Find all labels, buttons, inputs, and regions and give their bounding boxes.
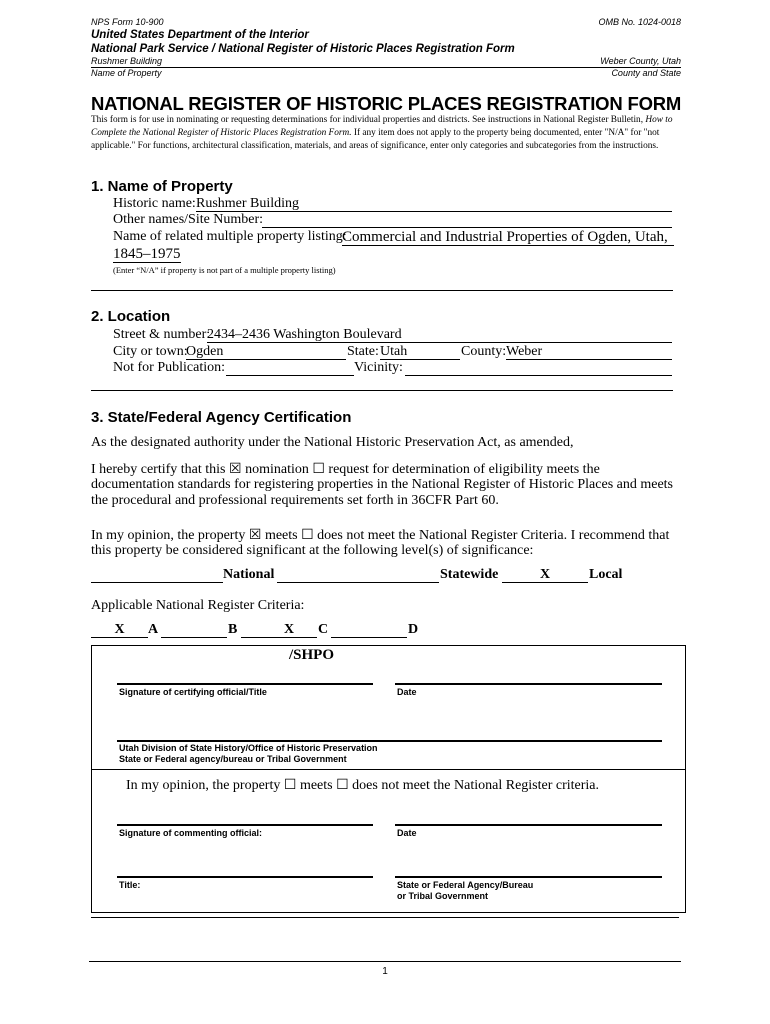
commenting-signature-label: Signature of commenting official:: [119, 828, 263, 838]
national-label: National: [223, 567, 275, 582]
form-title: NATIONAL REGISTER OF HISTORIC PLACES REGISTRATION FORM: [91, 93, 682, 114]
header-county-state-label: County and State: [611, 68, 681, 78]
vicinity-field[interactable]: [405, 360, 672, 376]
shpo-label: /SHPO: [289, 647, 335, 663]
criterion-b-blank[interactable]: [161, 622, 227, 638]
state-label: State:: [347, 344, 379, 359]
certify-line-1: I hereby certify that this ☒ nomination ☐ request for determination of eligibility meets the: [91, 462, 600, 477]
does-not-meet-checkbox[interactable]: ☐: [301, 528, 314, 543]
street-field[interactable]: 2434–2436 Washington Boulevard: [207, 327, 672, 343]
comment-does-not-meet-checkbox[interactable]: ☐: [336, 778, 349, 793]
authority-text: As the designated authority under the National Historic Preservation Act, as amended,: [91, 435, 574, 450]
county-label: County:: [461, 344, 507, 359]
box-bottom-divider: [91, 917, 679, 918]
service-title: National Park Service / National Register of Historic Places Registration Form: [91, 43, 515, 55]
intro-paragraph: This form is for use in nominating or requesting determinations for individual properties and districts. See instructions in National Register Bulletin, How to Complete the National Register of Historic Places Registration Form. If any item does not apply to the property being documented, enter "N/A" for "not applicable." For functions, architectural classification, materials, and areas of significance, enter only categories and subcategories from the instructions.: [91, 115, 673, 151]
comment-opinion-line: In my opinion, the property ☐ meets ☐ does not meet the National Register criteria.: [126, 778, 600, 793]
criteria-label: Applicable National Register Criteria:: [91, 598, 305, 613]
county-field[interactable]: Weber: [506, 344, 672, 360]
agency-bureau-line[interactable]: [395, 876, 662, 878]
agency-type-label: State or Federal agency/bureau or Tribal Government: [119, 754, 347, 764]
criterion-b-label: B: [228, 622, 238, 637]
header-property-name: Rushmer Building: [91, 56, 163, 66]
multiple-listing-note: (Enter “N/A” if property is not part of a multiple property listing): [113, 265, 336, 275]
statewide-label: Statewide: [440, 567, 499, 582]
title-line[interactable]: [117, 876, 373, 878]
header-property-name-label: Name of Property: [91, 68, 162, 78]
historic-name-field[interactable]: Rushmer Building: [196, 196, 672, 212]
street-label: Street & number:: [113, 327, 211, 342]
not-for-publication-field[interactable]: [226, 360, 354, 376]
title-label: Title:: [119, 880, 141, 890]
department-title: United States Department of the Interior: [91, 29, 309, 41]
other-names-field[interactable]: [262, 212, 672, 228]
commenting-date-label: Date: [397, 828, 417, 838]
certifying-signature-label: Signature of certifying official/Title: [119, 687, 267, 697]
other-names-label: Other names/Site Number:: [113, 212, 264, 227]
local-label: Local: [589, 567, 623, 582]
nomination-checkbox[interactable]: ☒: [229, 462, 242, 477]
historic-name-row: Historic name:: [113, 196, 196, 211]
section-3-heading: 3. State/Federal Agency Certification: [91, 409, 352, 426]
header-county-state: Weber County, Utah: [600, 56, 681, 66]
multiple-listing-field-2[interactable]: 1845–1975: [113, 246, 181, 262]
bulletin-title: How to Complete the National Register of Historic Places Registration Form.: [91, 115, 673, 138]
certify-line-2: documentation standards for registering properties in the National Register of Historic Places and meets: [91, 477, 674, 492]
omb-number: OMB No. 1024-0018: [598, 17, 681, 27]
criterion-c-label: C: [318, 622, 329, 637]
certifying-signature-line[interactable]: [117, 683, 373, 685]
statewide-blank[interactable]: [277, 567, 439, 583]
section-2-divider: [91, 390, 673, 391]
criterion-d-label: D: [408, 622, 419, 637]
commenting-signature-line[interactable]: [117, 824, 373, 826]
header-divider: [91, 67, 681, 68]
section-2-heading: 2. Location: [91, 308, 171, 325]
criterion-a-blank[interactable]: X: [91, 622, 148, 638]
opinion-line-1: In my opinion, the property ☒ meets ☐ does not meet the National Register Criteria. I recommend that: [91, 528, 670, 543]
vicinity-label: Vicinity:: [354, 360, 403, 375]
city-label: City or town:: [113, 344, 188, 359]
city-field[interactable]: Ogden: [186, 344, 346, 360]
footer-divider: [89, 961, 681, 962]
agency-name: Utah Division of State History/Office of Historic Preservation: [119, 743, 378, 753]
section-1-heading: 1. Name of Property: [91, 178, 233, 195]
comment-meets-checkbox[interactable]: ☐: [283, 778, 297, 793]
opinion-line-2: this property be considered significant at the following level(s) of significance:: [91, 543, 534, 558]
multiple-listing-label: Name of related multiple property listing:: [113, 229, 347, 244]
commenting-date-line[interactable]: [395, 824, 662, 826]
agency-bureau-label-2: or Tribal Government: [397, 891, 489, 901]
section-1-divider: [91, 290, 673, 291]
request-checkbox[interactable]: ☐: [312, 462, 325, 477]
certifying-date-line[interactable]: [395, 683, 662, 685]
criterion-c-blank[interactable]: X: [241, 622, 317, 638]
criterion-d-blank[interactable]: [331, 622, 407, 638]
national-blank[interactable]: [91, 567, 223, 583]
certify-line-3: the procedural and professional requirements set forth in 36CFR Part 60.: [91, 493, 499, 508]
multiple-listing-field-1[interactable]: Commercial and Industrial Properties of Ogden, Utah,: [342, 229, 674, 246]
meets-checkbox[interactable]: ☒: [248, 528, 262, 543]
state-field[interactable]: Utah: [380, 344, 460, 360]
page-number: 1: [382, 966, 388, 977]
criterion-a-label: A: [148, 622, 159, 637]
agency-line[interactable]: [117, 740, 662, 742]
local-blank[interactable]: X: [502, 567, 588, 583]
certifying-date-label: Date: [397, 687, 417, 697]
agency-bureau-label-1: State or Federal Agency/Bureau: [397, 880, 534, 890]
not-for-publication-label: Not for Publication:: [113, 360, 225, 375]
form-number: NPS Form 10-900: [91, 17, 164, 27]
